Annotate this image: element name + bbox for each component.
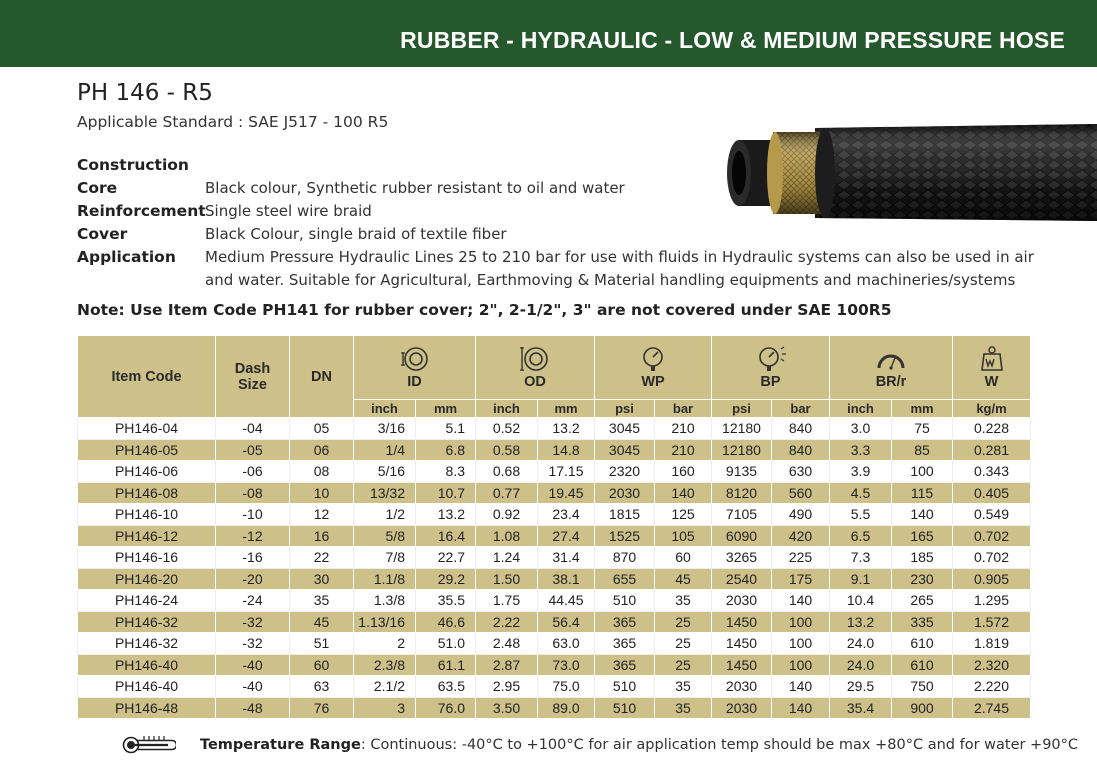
table-cell: 0.549 bbox=[953, 504, 1031, 526]
table-cell: 5/16 bbox=[354, 461, 416, 483]
table-cell: 560 bbox=[772, 482, 830, 504]
table-row bbox=[78, 676, 1031, 698]
table-cell: PH146-40 bbox=[78, 676, 216, 698]
table-cell: 35.4 bbox=[830, 697, 892, 719]
table-cell: 2.22 bbox=[476, 611, 538, 633]
table-cell: PH146-24 bbox=[78, 590, 216, 612]
weight-icon bbox=[979, 346, 1005, 372]
table-cell: 0.905 bbox=[953, 568, 1031, 590]
table-cell: 35 bbox=[290, 590, 354, 612]
temperature-range bbox=[122, 735, 1078, 755]
table-row bbox=[78, 611, 1031, 633]
construction-value: Single steel wire braid bbox=[205, 202, 372, 220]
table-cell: 6.8 bbox=[416, 439, 476, 461]
table-cell: 175 bbox=[772, 568, 830, 590]
table-cell: 2.320 bbox=[953, 654, 1031, 676]
table-cell: 140 bbox=[772, 676, 830, 698]
unit-cell: mm bbox=[416, 400, 476, 418]
table-row bbox=[78, 418, 1031, 440]
col-wp-label: WP bbox=[641, 373, 665, 390]
table-cell: 225 bbox=[772, 547, 830, 569]
table-cell: 165 bbox=[892, 525, 953, 547]
table-cell: 30 bbox=[290, 568, 354, 590]
table-cell: 22.7 bbox=[416, 547, 476, 569]
table-cell: 60 bbox=[290, 654, 354, 676]
table-cell: -08 bbox=[216, 482, 290, 504]
product-title: PH 146 - R5 bbox=[77, 80, 213, 106]
col-bp-label: BP bbox=[760, 373, 781, 390]
table-header-row bbox=[78, 336, 1031, 400]
table-row bbox=[78, 633, 1031, 655]
col-w-label: W bbox=[984, 373, 999, 390]
table-cell: PH146-10 bbox=[78, 504, 216, 526]
table-cell: 35 bbox=[655, 697, 712, 719]
table-cell: 63.0 bbox=[538, 633, 595, 655]
table-cell: 29.2 bbox=[416, 568, 476, 590]
table-row bbox=[78, 439, 1031, 461]
table-cell: 24.0 bbox=[830, 654, 892, 676]
burst-gauge-icon bbox=[754, 346, 788, 372]
table-cell: 2030 bbox=[712, 590, 772, 612]
header-banner bbox=[0, 0, 1097, 67]
table-cell: 115 bbox=[892, 482, 953, 504]
table-cell: 16 bbox=[290, 525, 354, 547]
construction-value: Black Colour, single braid of textile fiber bbox=[205, 225, 507, 243]
table-cell: 840 bbox=[772, 418, 830, 440]
spec-table-body bbox=[78, 418, 1031, 719]
table-cell: 0.702 bbox=[953, 525, 1031, 547]
table-cell: 29.5 bbox=[830, 676, 892, 698]
table-cell: 0.343 bbox=[953, 461, 1031, 483]
outer-diameter-icon bbox=[519, 346, 551, 372]
table-cell: 610 bbox=[892, 654, 953, 676]
table-cell: 12180 bbox=[712, 439, 772, 461]
inner-diameter-icon bbox=[399, 346, 431, 372]
construction-row bbox=[77, 246, 1037, 292]
col-id bbox=[354, 336, 476, 400]
table-cell: 365 bbox=[595, 611, 655, 633]
table-cell: 73.0 bbox=[538, 654, 595, 676]
table-cell: 230 bbox=[892, 568, 953, 590]
table-cell: 1.24 bbox=[476, 547, 538, 569]
table-cell: -16 bbox=[216, 547, 290, 569]
table-cell: 0.92 bbox=[476, 504, 538, 526]
table-cell: 7/8 bbox=[354, 547, 416, 569]
unit-cell: bar bbox=[772, 400, 830, 418]
thermometer-icon bbox=[122, 735, 176, 755]
table-cell: 10.4 bbox=[830, 590, 892, 612]
col-od-label: OD bbox=[524, 373, 546, 390]
unit-cell: inch bbox=[830, 400, 892, 418]
table-cell: 45 bbox=[290, 611, 354, 633]
unit-cell: psi bbox=[712, 400, 772, 418]
table-cell: 51 bbox=[290, 633, 354, 655]
col-dn: DN bbox=[290, 336, 354, 418]
table-cell: 630 bbox=[772, 461, 830, 483]
table-cell: -10 bbox=[216, 504, 290, 526]
table-row bbox=[78, 504, 1031, 526]
table-cell: 1.819 bbox=[953, 633, 1031, 655]
table-cell: 46.6 bbox=[416, 611, 476, 633]
table-cell: 25 bbox=[655, 654, 712, 676]
table-cell: PH146-08 bbox=[78, 482, 216, 504]
table-row bbox=[78, 568, 1031, 590]
unit-cell: inch bbox=[354, 400, 416, 418]
table-row bbox=[78, 482, 1031, 504]
table-cell: 45 bbox=[655, 568, 712, 590]
table-cell: 0.68 bbox=[476, 461, 538, 483]
table-cell: 100 bbox=[892, 461, 953, 483]
construction-row bbox=[77, 223, 1037, 246]
table-cell: 9135 bbox=[712, 461, 772, 483]
table-cell: 2320 bbox=[595, 461, 655, 483]
table-cell: 3.9 bbox=[830, 461, 892, 483]
table-cell: 75 bbox=[892, 418, 953, 440]
table-cell: 1.1/8 bbox=[354, 568, 416, 590]
table-cell: 140 bbox=[655, 482, 712, 504]
table-cell: 38.1 bbox=[538, 568, 595, 590]
table-cell: 1.08 bbox=[476, 525, 538, 547]
table-cell: 140 bbox=[772, 590, 830, 612]
table-cell: 13/32 bbox=[354, 482, 416, 504]
table-cell: PH146-05 bbox=[78, 439, 216, 461]
table-cell: PH146-16 bbox=[78, 547, 216, 569]
table-cell: 0.52 bbox=[476, 418, 538, 440]
table-cell: -40 bbox=[216, 654, 290, 676]
table-cell: 89.0 bbox=[538, 697, 595, 719]
table-cell: 0.405 bbox=[953, 482, 1031, 504]
table-cell: PH146-40 bbox=[78, 654, 216, 676]
note-text: Note: Use Item Code PH141 for rubber cover; 2", 2-1/2", 3" are not covered under SAE 100R5 bbox=[77, 301, 892, 319]
construction-label: Cover bbox=[77, 225, 128, 243]
table-cell: -05 bbox=[216, 439, 290, 461]
table-cell: 3045 bbox=[595, 439, 655, 461]
table-cell: -32 bbox=[216, 611, 290, 633]
table-cell: 25 bbox=[655, 633, 712, 655]
table-cell: 2.95 bbox=[476, 676, 538, 698]
table-cell: 14.8 bbox=[538, 439, 595, 461]
table-cell: 490 bbox=[772, 504, 830, 526]
table-cell: 1815 bbox=[595, 504, 655, 526]
table-cell: 16.4 bbox=[416, 525, 476, 547]
table-cell: 56.4 bbox=[538, 611, 595, 633]
construction-label: Core bbox=[77, 179, 118, 197]
table-cell: -04 bbox=[216, 418, 290, 440]
table-cell: 1.13/16 bbox=[354, 611, 416, 633]
table-cell: 13.2 bbox=[830, 611, 892, 633]
table-cell: 06 bbox=[290, 439, 354, 461]
table-cell: 750 bbox=[892, 676, 953, 698]
table-cell: 1/4 bbox=[354, 439, 416, 461]
table-cell: 100 bbox=[772, 633, 830, 655]
table-cell: 27.4 bbox=[538, 525, 595, 547]
col-wp bbox=[595, 336, 712, 400]
table-cell: 2540 bbox=[712, 568, 772, 590]
table-cell: 510 bbox=[595, 590, 655, 612]
construction-label: Application bbox=[77, 248, 176, 266]
hose-cover bbox=[815, 124, 1097, 221]
table-cell: 3/16 bbox=[354, 418, 416, 440]
table-cell: 1525 bbox=[595, 525, 655, 547]
table-cell: 1.50 bbox=[476, 568, 538, 590]
table-cell: 2030 bbox=[712, 676, 772, 698]
table-cell: 0.281 bbox=[953, 439, 1031, 461]
table-cell: 9.1 bbox=[830, 568, 892, 590]
table-cell: 60 bbox=[655, 547, 712, 569]
table-cell: 1450 bbox=[712, 611, 772, 633]
table-row bbox=[78, 547, 1031, 569]
table-cell: 76 bbox=[290, 697, 354, 719]
table-cell: 2.48 bbox=[476, 633, 538, 655]
table-cell: 35.5 bbox=[416, 590, 476, 612]
table-cell: 2030 bbox=[595, 482, 655, 504]
table-cell: 210 bbox=[655, 439, 712, 461]
temperature-value: : Continuous: -40°C to +100°C for air application temp should be max +80°C and for water +90°C bbox=[360, 737, 1079, 753]
table-cell: 2030 bbox=[712, 697, 772, 719]
table-cell: 0.77 bbox=[476, 482, 538, 504]
table-cell: 6090 bbox=[712, 525, 772, 547]
table-cell: 870 bbox=[595, 547, 655, 569]
table-cell: 8120 bbox=[712, 482, 772, 504]
col-br-label: BR/r bbox=[875, 373, 907, 390]
table-cell: 4.5 bbox=[830, 482, 892, 504]
table-cell: 5.1 bbox=[416, 418, 476, 440]
table-cell: 510 bbox=[595, 676, 655, 698]
table-cell: 05 bbox=[290, 418, 354, 440]
table-cell: 76.0 bbox=[416, 697, 476, 719]
table-cell: 6.5 bbox=[830, 525, 892, 547]
unit-cell: psi bbox=[595, 400, 655, 418]
table-cell: 23.4 bbox=[538, 504, 595, 526]
table-cell: 7.3 bbox=[830, 547, 892, 569]
table-cell: 08 bbox=[290, 461, 354, 483]
table-cell: -32 bbox=[216, 633, 290, 655]
table-cell: 0.228 bbox=[953, 418, 1031, 440]
table-cell: PH146-32 bbox=[78, 611, 216, 633]
table-cell: -40 bbox=[216, 676, 290, 698]
construction-value: Black colour, Synthetic rubber resistant to oil and water bbox=[205, 179, 625, 197]
table-cell: 365 bbox=[595, 654, 655, 676]
table-cell: 1.75 bbox=[476, 590, 538, 612]
table-row bbox=[78, 697, 1031, 719]
table-cell: 655 bbox=[595, 568, 655, 590]
table-cell: 63 bbox=[290, 676, 354, 698]
unit-cell: kg/m bbox=[953, 400, 1031, 418]
table-cell: 105 bbox=[655, 525, 712, 547]
col-dash-size-label: Dash Size bbox=[234, 360, 271, 393]
table-cell: -20 bbox=[216, 568, 290, 590]
col-od bbox=[476, 336, 595, 400]
table-cell: 5.5 bbox=[830, 504, 892, 526]
col-dash-size bbox=[216, 336, 290, 418]
table-cell: -24 bbox=[216, 590, 290, 612]
unit-cell: mm bbox=[892, 400, 953, 418]
table-cell: 1.3/8 bbox=[354, 590, 416, 612]
table-cell: 3045 bbox=[595, 418, 655, 440]
construction-label: Reinforcement bbox=[77, 202, 206, 220]
table-cell: 1450 bbox=[712, 654, 772, 676]
table-cell: 185 bbox=[892, 547, 953, 569]
table-cell: 140 bbox=[892, 504, 953, 526]
table-cell: 1450 bbox=[712, 633, 772, 655]
table-cell: 510 bbox=[595, 697, 655, 719]
table-cell: PH146-48 bbox=[78, 697, 216, 719]
col-item-code: Item Code bbox=[78, 336, 216, 418]
pressure-gauge-icon bbox=[638, 346, 668, 372]
applicable-standard: Applicable Standard : SAE J517 - 100 R5 bbox=[77, 113, 389, 131]
table-cell: 3265 bbox=[712, 547, 772, 569]
table-cell: 265 bbox=[892, 590, 953, 612]
table-cell: 5/8 bbox=[354, 525, 416, 547]
table-cell: 2.745 bbox=[953, 697, 1031, 719]
table-cell: 10.7 bbox=[416, 482, 476, 504]
table-cell: 3.0 bbox=[830, 418, 892, 440]
table-cell: 2.220 bbox=[953, 676, 1031, 698]
table-cell: 160 bbox=[655, 461, 712, 483]
construction-value: Medium Pressure Hydraulic Lines 25 to 210 bar for use with fluids in Hydraulic systems can also be used in air and water. Suitable for Agricultural, Earthmoving & Material handling equipments and machineries/systems bbox=[205, 248, 1034, 289]
table-cell: PH146-20 bbox=[78, 568, 216, 590]
table-cell: 210 bbox=[655, 418, 712, 440]
table-cell: 3.3 bbox=[830, 439, 892, 461]
table-cell: 19.45 bbox=[538, 482, 595, 504]
table-cell: PH146-04 bbox=[78, 418, 216, 440]
table-cell: 365 bbox=[595, 633, 655, 655]
table-cell: 24.0 bbox=[830, 633, 892, 655]
table-cell: 0.58 bbox=[476, 439, 538, 461]
table-cell: PH146-06 bbox=[78, 461, 216, 483]
table-cell: -12 bbox=[216, 525, 290, 547]
unit-cell: mm bbox=[538, 400, 595, 418]
table-cell: 420 bbox=[772, 525, 830, 547]
table-cell: 51.0 bbox=[416, 633, 476, 655]
table-cell: 13.2 bbox=[416, 504, 476, 526]
table-cell: 3 bbox=[354, 697, 416, 719]
table-cell: 125 bbox=[655, 504, 712, 526]
col-bp bbox=[712, 336, 830, 400]
table-cell: 610 bbox=[892, 633, 953, 655]
table-cell: 1.295 bbox=[953, 590, 1031, 612]
table-cell: 140 bbox=[772, 697, 830, 719]
table-cell: 22 bbox=[290, 547, 354, 569]
table-cell: -48 bbox=[216, 697, 290, 719]
table-cell: 61.1 bbox=[416, 654, 476, 676]
table-row bbox=[78, 590, 1031, 612]
table-cell: 100 bbox=[772, 654, 830, 676]
construction-heading: Construction bbox=[77, 156, 189, 174]
table-cell: 13.2 bbox=[538, 418, 595, 440]
temperature-text bbox=[200, 737, 1078, 753]
hose-core bbox=[727, 132, 783, 214]
table-cell: 75.0 bbox=[538, 676, 595, 698]
table-cell: 2.1/2 bbox=[354, 676, 416, 698]
table-cell: 44.45 bbox=[538, 590, 595, 612]
table-cell: 100 bbox=[772, 611, 830, 633]
table-cell: -06 bbox=[216, 461, 290, 483]
table-cell: 31.4 bbox=[538, 547, 595, 569]
col-br bbox=[830, 336, 953, 400]
table-cell: PH146-12 bbox=[78, 525, 216, 547]
table-row bbox=[78, 461, 1031, 483]
table-cell: 10 bbox=[290, 482, 354, 504]
table-cell: 7105 bbox=[712, 504, 772, 526]
table-cell: 63.5 bbox=[416, 676, 476, 698]
table-cell: 3.50 bbox=[476, 697, 538, 719]
table-cell: 8.3 bbox=[416, 461, 476, 483]
col-id-label: ID bbox=[407, 373, 422, 390]
table-cell: 335 bbox=[892, 611, 953, 633]
table-cell: 35 bbox=[655, 676, 712, 698]
table-cell: 0.702 bbox=[953, 547, 1031, 569]
table-cell: 1/2 bbox=[354, 504, 416, 526]
table-cell: 35 bbox=[655, 590, 712, 612]
table-cell: 17.15 bbox=[538, 461, 595, 483]
table-row bbox=[78, 525, 1031, 547]
table-cell: 85 bbox=[892, 439, 953, 461]
table-cell: 12180 bbox=[712, 418, 772, 440]
bend-radius-icon bbox=[874, 346, 908, 372]
table-cell: 900 bbox=[892, 697, 953, 719]
table-cell: 2 bbox=[354, 633, 416, 655]
col-w bbox=[953, 336, 1031, 400]
table-cell: 1.572 bbox=[953, 611, 1031, 633]
unit-cell: inch bbox=[476, 400, 538, 418]
unit-cell: bar bbox=[655, 400, 712, 418]
table-cell: 12 bbox=[290, 504, 354, 526]
temperature-label: Temperature Range bbox=[200, 737, 361, 753]
banner-title: RUBBER - HYDRAULIC - LOW & MEDIUM PRESSURE HOSE bbox=[400, 27, 1065, 53]
table-row bbox=[78, 654, 1031, 676]
table-cell: 840 bbox=[772, 439, 830, 461]
hose-image bbox=[725, 120, 1097, 225]
table-cell: 2.87 bbox=[476, 654, 538, 676]
table-cell: PH146-32 bbox=[78, 633, 216, 655]
table-cell: 2.3/8 bbox=[354, 654, 416, 676]
table-cell: 25 bbox=[655, 611, 712, 633]
spec-table bbox=[77, 335, 1031, 719]
